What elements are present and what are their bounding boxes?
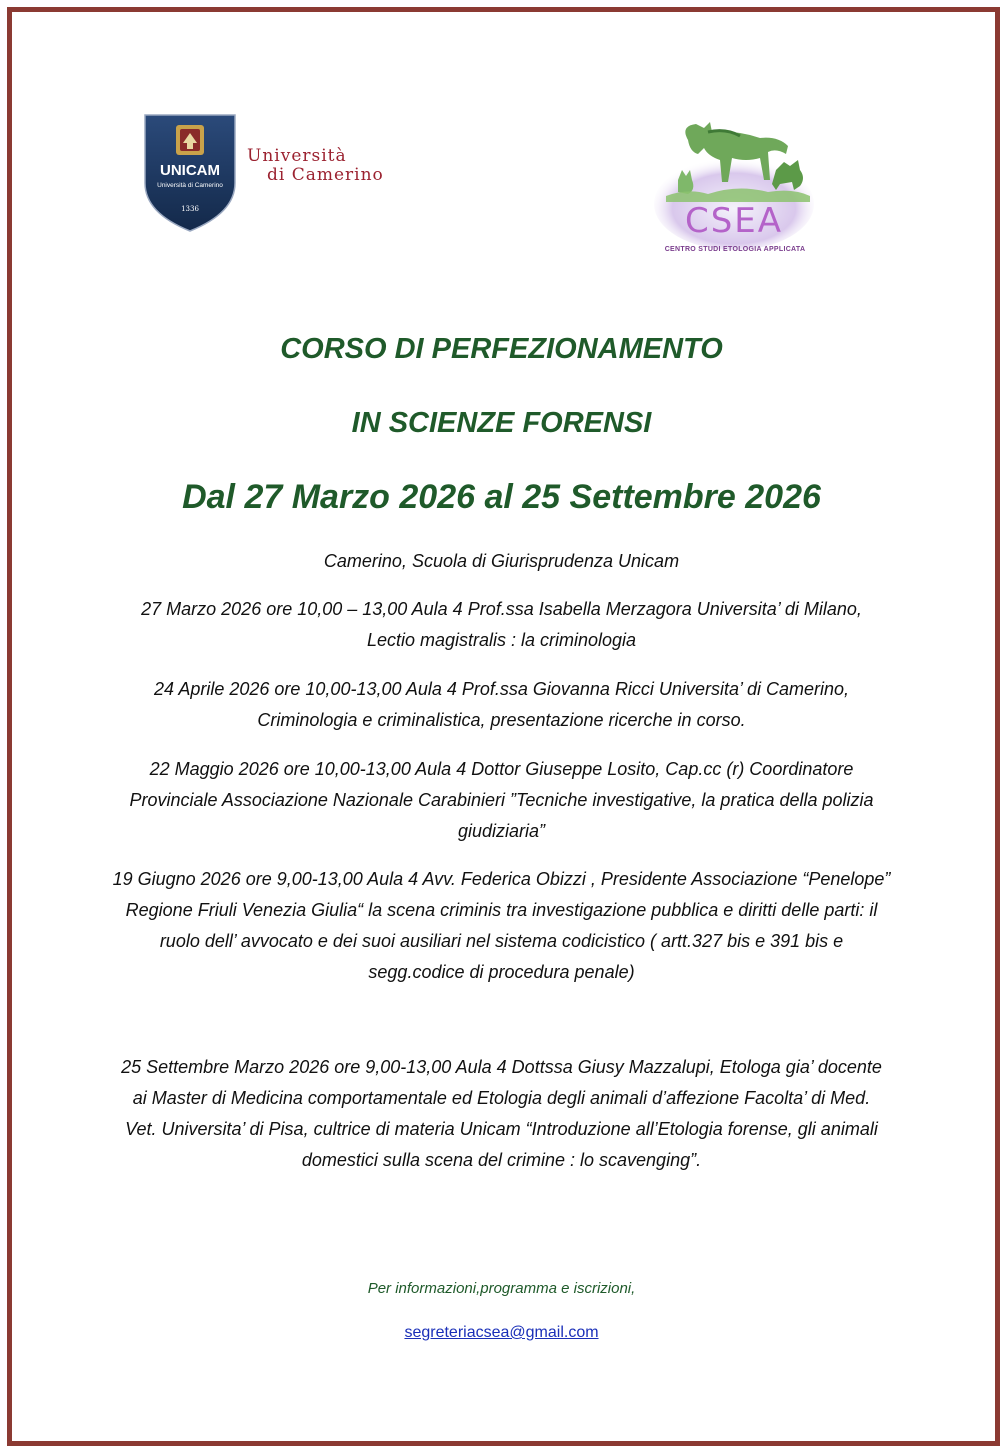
session-line: Vet. Universita’ di Pisa, cultrice di materia Unicam “Introduzione all’Etologia forense, gli animali — [125, 1119, 878, 1139]
unicam-wordmark-line1: Università — [247, 146, 347, 166]
session-line: domestici sulla scena del crimine : lo scavenging”. — [301, 1150, 702, 1170]
session-line: Regione Friuli Venezia Giulia“ la scena criminis tra investigazione pubblica e diritti delle parti: il — [125, 900, 878, 920]
session-line: 27 Marzo 2026 ore 10,00 – 13,00 Aula 4 Prof.ssa Isabella Merzagora Universita’ di Milano, — [141, 599, 862, 619]
session-line: Lectio magistralis : la criminologia — [366, 630, 637, 650]
location-line: Camerino, Scuola di Giurisprudenza Unicam — [323, 551, 680, 571]
course-title-line2: IN SCIENZE FORENSI — [351, 407, 652, 439]
session-line: 25 Settembre Marzo 2026 ore 9,00-13,00 Aula 4 Dottssa Giusy Mazzalupi, Etologa gia’ docente — [121, 1057, 882, 1077]
session-4 — [60, 864, 943, 988]
csea-acronym: CSEA — [684, 201, 784, 241]
unicam-shield-logo — [143, 113, 237, 233]
session-line: ruolo dell’ avvocato e dei suoi ausiliari nel sistema codicistico ( artt.327 bis e 391 bis e — [159, 931, 844, 951]
crest-icon — [176, 125, 204, 155]
csea-subtitle: CENTRO STUDI ETOLOGIA APPLICATA — [664, 246, 806, 253]
unicam-wordmark-line2: di Camerino — [267, 165, 384, 185]
course-title-line1: CORSO DI PERFEZIONAMENTO — [280, 333, 723, 365]
session-line: 19 Giugno 2026 ore 9,00-13,00 Aula 4 Avv. Federica Obizzi , Presidente Associazione “Penelope” — [112, 869, 891, 889]
session-3 — [60, 754, 943, 847]
location-text — [60, 546, 943, 577]
course-dates: Dal 27 Marzo 2026 al 25 Settembre 2026 — [182, 478, 821, 516]
session-line: Provinciale Associazione Nazionale Carabinieri ”Tecniche investigative, la pratica della polizia — [129, 790, 874, 810]
unicam-badge-year: 1336 — [181, 205, 199, 213]
unicam-badge-subtext: Università di Camerino — [157, 182, 223, 189]
csea-logo — [648, 118, 820, 260]
session-5 — [60, 1052, 943, 1176]
unicam-badge-text: UNICAM — [160, 162, 220, 179]
session-line: Criminologia e criminalistica, presentazione ricerche in corso. — [257, 710, 746, 730]
session-line: segg.codice di procedura penale) — [368, 962, 635, 982]
session-2 — [60, 674, 943, 736]
session-line: giudiziaria” — [457, 821, 546, 841]
session-line: ai Master di Medicina comportamentale ed Etologia degli animali d’affezione Facolta’ di Med. — [132, 1088, 871, 1108]
email-link[interactable]: segreteriacsea@gmail.com — [404, 1324, 599, 1341]
info-text: Per informazioni,programma e iscrizioni, — [367, 1280, 636, 1297]
session-1 — [60, 594, 943, 656]
session-line: 22 Maggio 2026 ore 10,00-13,00 Aula 4 Dottor Giuseppe Losito, Cap.cc (r) Coordinatore — [149, 759, 854, 779]
unicam-wordmark — [245, 146, 445, 192]
session-line: 24 Aprile 2026 ore 10,00-13,00 Aula 4 Prof.ssa Giovanna Ricci Universita’ di Camerino, — [153, 679, 850, 699]
